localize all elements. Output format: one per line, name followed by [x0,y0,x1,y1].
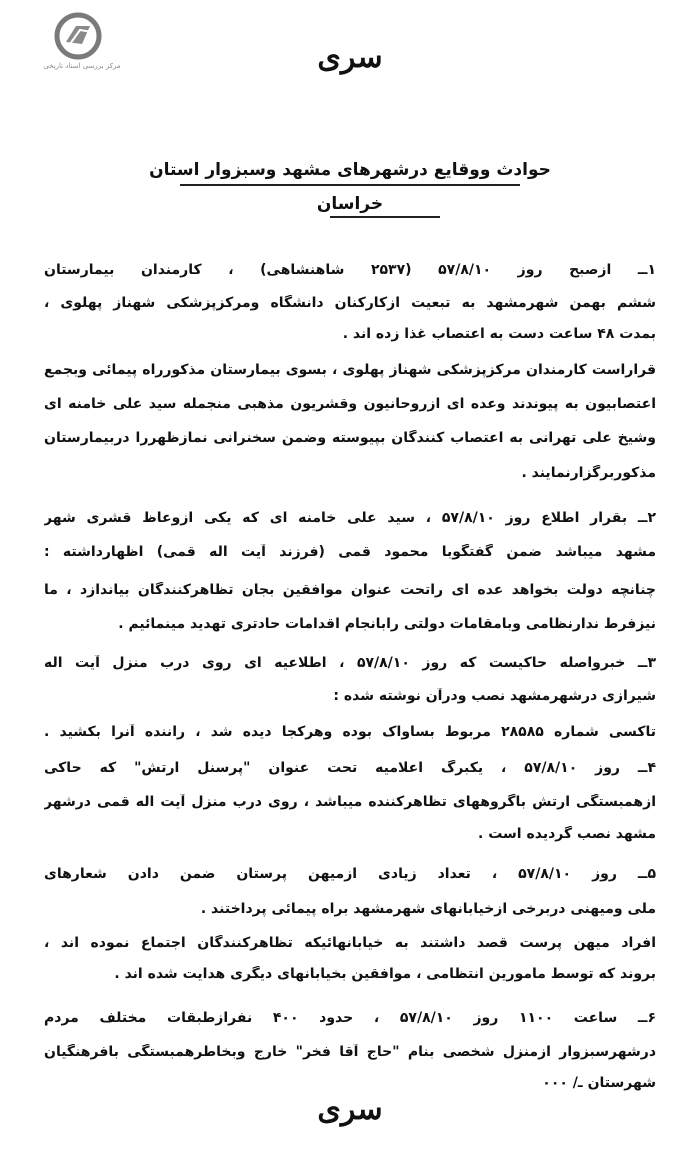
classification-bottom: سری [317,1092,383,1127]
paragraph-7-line-2: درشهرسبزوار ازمنزل شخصی بنام "حاج آقا فخر" خارج وبخاطرهمبستگی بافرهنگیان [44,1044,656,1060]
document-title-continued: خراسان [316,194,384,214]
paragraph-6-line-4: بروند که توسط مامورین انتظامی ، موافقین بخیابانهای دیگری هدایت شده اند . [114,966,656,982]
paragraph-6-line-2: ملی ومیهنی دربرخی ازخیابانهای شهرمشهد براه پیمائی پرداختند . [200,901,656,917]
paragraph-2-line-4: مذکوربرگزارنمایند . [521,465,656,481]
paragraph-5-line-3: مشهد نصب گردیده است . [478,826,656,842]
classification-top: سری [317,40,383,75]
document-title: حوادث ووقایع درشهرهای مشهد وسبزوار استان [149,160,551,180]
logo-caption: مرکز بررسی اسناد تاریخی [43,62,121,70]
paragraph-1-line-1: ۱ــ ازصبح روز ۵۷/۸/۱۰ (۲۵۳۷ شاهنشاهی) ، کارمندان بیمارستان [44,262,656,278]
paragraph-3-line-4: نیزفرط ندارنظامی وبامقامات دولتی رابانجام اقدامات حادتری تهدید مینمائیم . [118,616,656,632]
paragraph-5-line-2: ازهمبستگی ارتش باگروههای تظاهرکننده میباشد ، روی درب منزل آیت اله قمی درشهر [44,794,656,810]
paragraph-3-line-3: چنانچه دولت بخواهد عده ای راتحت عنوان موافقین بجان تظاهرکنندگان بیاندازد ، ما [44,582,656,598]
paragraph-5-line-1: ۴ــ روز ۵۷/۸/۱۰ ، یکبرگ اعلامیه تحت عنوان "پرسنل ارتش" که حاکی [44,760,656,776]
paragraph-3-line-2: مشهد میباشد ضمن گفتگوبا محمود قمی (فرزند آیت اله قمی) اظهارداشته : [44,544,656,560]
paragraph-2-line-1: قراراست کارمندان مرکزپزشکی شهناز پهلوی ، بسوی بیمارستان مذکورراه پیمائی وبجمع [44,362,656,378]
paragraph-7-line-3: شهرستان ـ/ ۰۰۰ [542,1075,656,1091]
paragraph-2-line-3: وشیخ علی تهرانی به اعتصاب کنندگان بپیوسته وضمن سخنرانی نمازظهررا دربیمارستان [44,430,656,446]
paragraph-6-line-3: افراد میهن پرست قصد داشتند به خیابانهائیکه تظاهرکنندگان اجتماع نموده اند ، [44,935,656,951]
paragraph-1-line-3: بمدت ۴۸ ساعت دست به اعتصاب غذا زده اند . [342,326,656,342]
paragraph-4-line-2: شیرازی درشهرمشهد نصب ودرآن نوشته شده : [333,688,656,704]
title-underline [180,184,520,186]
paragraph-1-line-2: ششم بهمن شهرمشهد به تبعیت ازکارکنان دانشگاه ومرکزپزشکی شهناز پهلوی ، [44,295,656,311]
paragraph-6-line-1: ۵ــ روز ۵۷/۸/۱۰ ، تعداد زیادی ازمیهن پرستان ضمن دادن شعارهای [44,866,656,882]
paragraph-3-line-1: ۲ــ بقرار اطلاع روز ۵۷/۸/۱۰ ، سید علی خامنه ای که یکی ازوعاظ قشری شهر [44,510,656,526]
paragraph-2-line-2: اعتصابیون به پیوندند وعده ای ازروحانیون وقشریون مذهبی منجمله سید علی خامنه ای [44,396,656,412]
paragraph-4-line-3: تاکسی شماره ۲۸۵۸۵ مربوط بساواک بوده وهرکجا دیده شد ، راننده آنرا بکشید . [44,724,656,740]
paragraph-4-line-1: ۳ــ خبرواصله حاکیست که روز ۵۷/۸/۱۰ ، اطلاعیه ای روی درب منزل آیت اله [44,655,656,671]
paragraph-7-line-1: ۶ــ ساعت ۱۱۰۰ روز ۵۷/۸/۱۰ ، حدود ۴۰۰ نفرازطبقات مختلف مردم [44,1010,656,1026]
title-underline-2 [330,216,440,218]
